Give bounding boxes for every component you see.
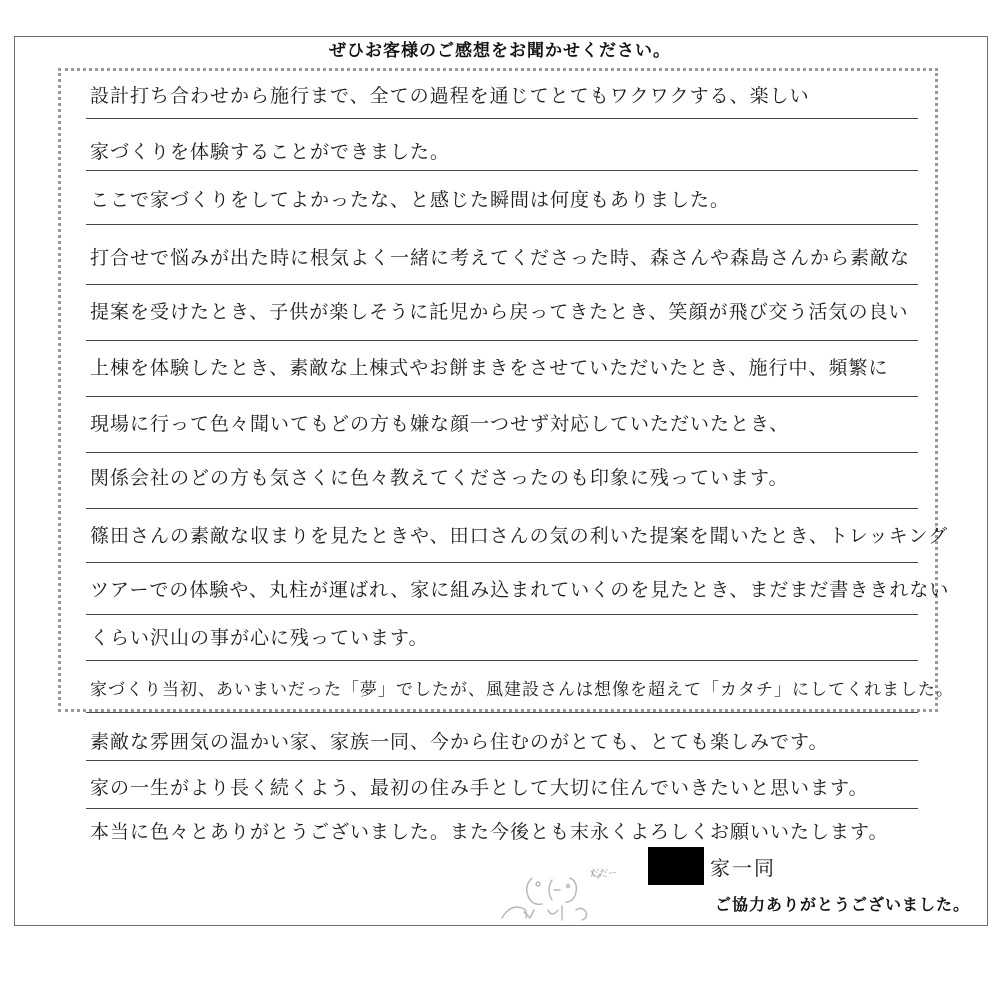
form-header-title: ぜひお客様のご感想をお聞かせください。 <box>329 41 671 61</box>
letter-line-14: 家の一生がより長く続くよう、最初の住み手として大切に住んでいきたいと思います。 <box>90 777 869 799</box>
ruled-line <box>86 396 918 397</box>
ruled-line <box>86 760 918 761</box>
ruled-line <box>86 614 918 615</box>
letter-line-8: 関係会社のどの方も気さくに色々教えてくださったのも印象に残っています。 <box>90 467 789 489</box>
ruled-line <box>86 660 918 661</box>
ruled-line <box>86 284 918 285</box>
child-doodle-illustration <box>492 860 642 926</box>
letter-line-1: 設計打ち合わせから施行まで、全ての過程を通じてとてもワクワクする、楽しい <box>90 85 810 107</box>
letter-line-2: 家づくりを体験することができました。 <box>90 141 451 163</box>
ruled-line <box>86 118 918 119</box>
letter-line-4: 打合せで悩みが出た時に根気よく一緒に考えてくださった時、森さんや森島さんから素敵な <box>90 247 911 269</box>
dotted-writing-frame <box>58 68 938 712</box>
doodle-caption: だだー <box>590 869 618 879</box>
ruled-line <box>86 508 918 509</box>
redacted-family-name <box>648 847 704 885</box>
letter-line-3: ここで家づくりをしてよかったな、と感じた瞬間は何度もありました。 <box>90 189 731 211</box>
ruled-line <box>86 562 918 563</box>
ruled-line <box>86 224 918 225</box>
letter-line-6: 上棟を体験したとき、素敵な上棟式やお餅まきをさせていただいたとき、施行中、頻繁に <box>90 357 889 379</box>
letter-line-5: 提案を受けたとき、子供が楽しそうに託児から戻ってきたとき、笑顔が飛び交う活気の良い <box>90 301 909 323</box>
letter-line-11: くらい沢山の事が心に残っています。 <box>90 627 429 649</box>
ruled-line <box>86 340 918 341</box>
ruled-line <box>86 712 918 713</box>
letter-line-13: 素敵な雰囲気の温かい家、家族一同、今から住むのがとても、とても楽しみです。 <box>90 731 829 753</box>
letter-line-10: ツアーでの体験や、丸柱が運ばれ、家に組み込まれていくのを見たとき、まだまだ書ききれない <box>90 579 950 601</box>
ruled-line <box>86 808 918 809</box>
letter-line-7: 現場に行って色々聞いてもどの方も嫌な顔一つせず対応していただいたとき、 <box>90 413 790 435</box>
family-signature <box>648 848 776 884</box>
letter-line-9: 篠田さんの素敵な収まりを見たときや、田口さんの気の利いた提案を聞いたとき、トレッキング <box>90 525 949 547</box>
letter-line-15: 本当に色々とありがとうございました。また今後とも末永くよろしくお願いいたします。 <box>90 821 889 843</box>
letter-line-12: 家づくり当初、あいまいだった「夢」でしたが、風建設さんは想像を超えて「カタチ」にしてくれました。 <box>90 680 954 700</box>
family-signature-suffix: 家一同 <box>710 855 776 880</box>
form-footer-thanks: ご協力ありがとうございました。 <box>714 895 970 914</box>
ruled-line <box>86 170 918 171</box>
ruled-line <box>86 452 918 453</box>
